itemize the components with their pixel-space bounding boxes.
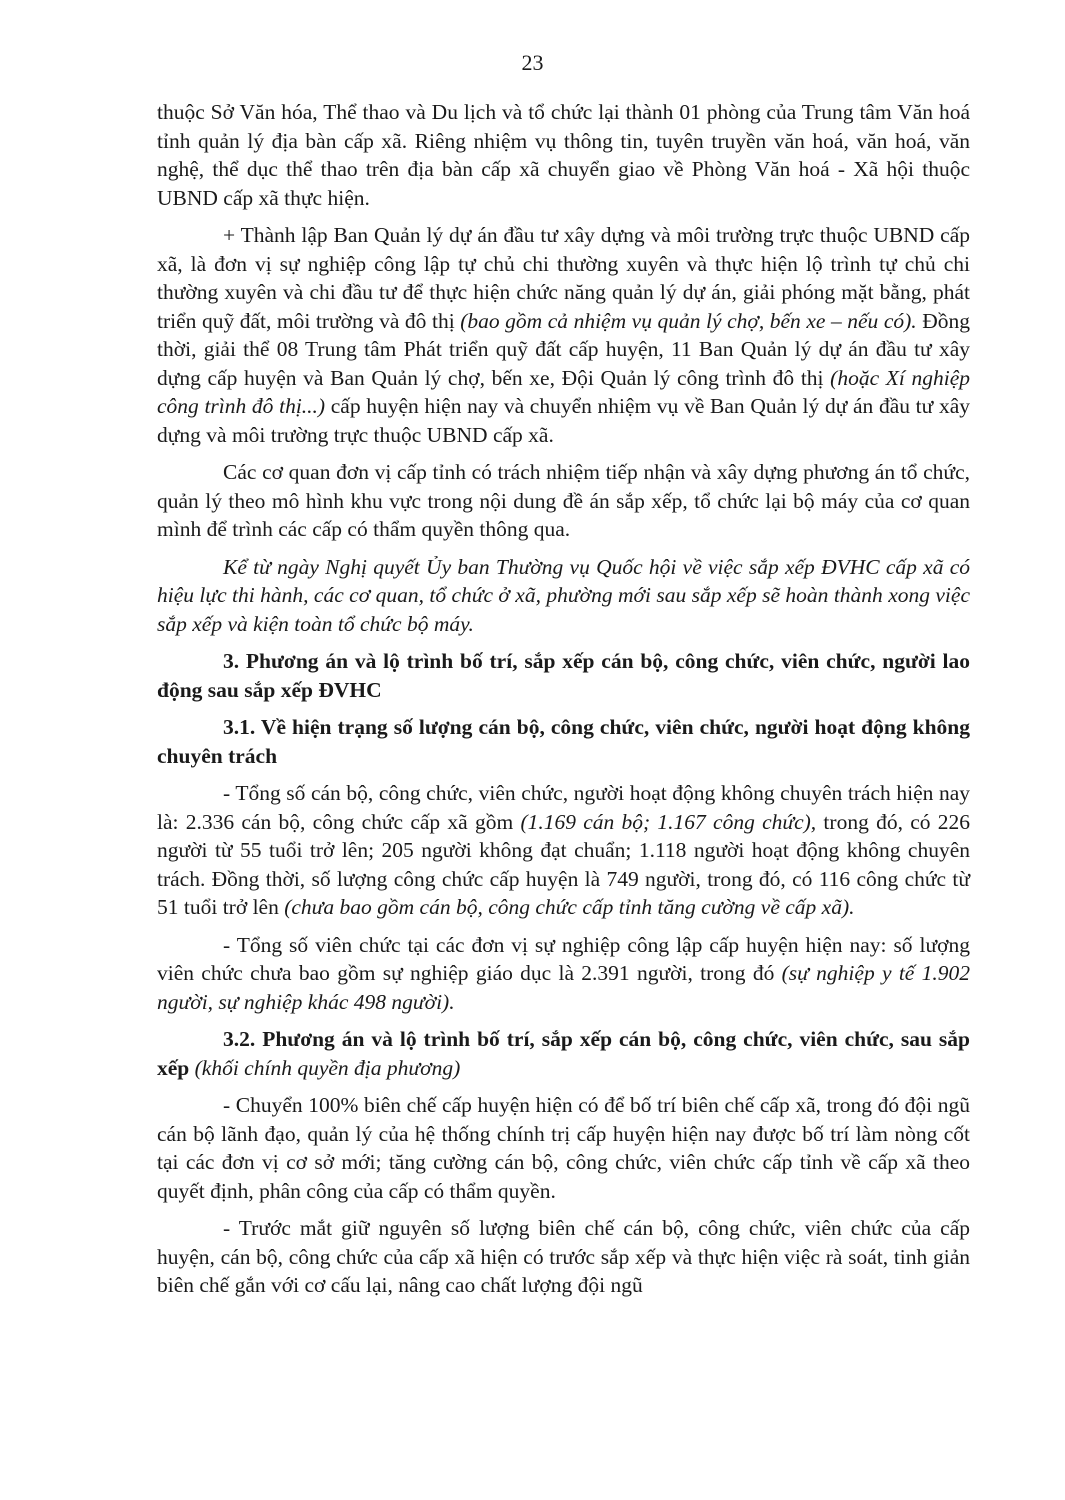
section-heading-3-1: 3.1. Về hiện trạng số lượng cán bộ, công chức, viên chức, người hoạt động không chuyên trách [157, 715, 970, 768]
italic-note: (1.169 cán bộ; 1.167 công chức), [520, 809, 817, 834]
paragraph-continuation: thuộc Sở Văn hóa, Thể thao và Du lịch và tổ chức lại thành 01 phòng của Trung tâm Văn hoá tỉnh quản lý địa bàn cấp xã. Riêng nhiệm vụ thông tin, tuyên truyền văn hoá, văn hoá, văn nghệ, thể dục thể thao trên địa bàn cấp xã chuyển giao về Phòng Văn hoá - Xã hội thuộc UBND cấp xã thực hiện. [157, 100, 970, 210]
paragraph-staff-count [157, 779, 970, 922]
section-heading-3: 3. Phương án và lộ trình bố trí, sắp xếp cán bộ, công chức, viên chức, người lao động sau sắp xếp ĐVHC [157, 649, 970, 702]
document-body [157, 98, 970, 1309]
text-run: trong đó, có 226 người từ 55 tuổi trở lên; 205 người không đạt chuẩn; 1.118 người hoạt động không chuyên trách. Đồng thời, số lượng công chức cấp huyện là 749 người, trong đó, có 116 công chức từ 51 tuổi trở lên [157, 809, 970, 919]
section-heading-3-2 [157, 1025, 970, 1082]
text-run: Đồng thời, giải thể 08 Trung tâm Phát triển quỹ đất cấp huyện, 11 Ban Quản lý dự án đầu tư xây dựng cấp huyện và Ban Quản lý chợ, bến xe, Đội Quản lý công trình đô thị [157, 308, 970, 390]
heading-text: 3.2. Phương án và lộ trình bố trí, sắp xếp cán bộ, công chức, viên chức, sau sắp xếp [157, 1027, 970, 1080]
italic-note: (hoặc Xí nghiệp công trình đô thị...) [157, 365, 970, 418]
paragraph-transfer-staff: - Chuyển 100% biên chế cấp huyện hiện có để bố trí biên chế cấp xã, trong đó đội ngũ cán bộ lãnh đạo, quản lý của hệ thống chính trị cấp huyện hiện nay được bố trí làm nòng cốt tại các đơn vị cơ sở mới; tăng cường cán bộ, công chức, viên chức cấp tỉnh về cấp xã theo quyết định, phân công của cấp có thẩm quyền. [157, 1093, 970, 1203]
text-run: + Thành lập Ban Quản lý dự án đầu tư xây dựng và môi trường trực thuộc UBND cấp xã, là đơn vị sự nghiệp công lập tự chủ chi thường xuyên và thực hiện lộ trình tự chủ chi thường xuyên và chi đầu tư để thực hiện chức năng quản lý dự án, giải phóng mặt bằng, phát triển quỹ đất, môi trường và đô thị [157, 223, 970, 333]
text-run: - Tổng số cán bộ, công chức, viên chức, người hoạt động không chuyên trách hiện nay là: 2.336 cán bộ, công chức cấp xã gồm [157, 781, 970, 834]
italic-note: (chưa bao gồm cán bộ, công chức cấp tỉnh tăng cường về cấp xã). [284, 895, 855, 919]
paragraph-keep-staff: - Trước mắt giữ nguyên số lượng biên chế cán bộ, công chức, viên chức của cấp huyện, cán bộ, công chức của cấp xã hiện có trước sắp xếp và thực hiện việc rà soát, tinh giản biên chế gắn với cơ cấu lại, nâng cao chất lượng đội ngũ [157, 1216, 970, 1297]
italic-note: (khối chính quyền địa phương) [194, 1055, 461, 1080]
text-run: cấp huyện hiện nay và chuyển nhiệm vụ về Ban Quản lý dự án đầu tư xây dựng và môi trường trực thuộc UBND cấp xã. [157, 394, 970, 447]
italic-note: (sự nghiệp y tế 1.902 người, sự nghiệp khác 498 người). [157, 961, 971, 1014]
paragraph-officials-count [157, 931, 970, 1017]
paragraph-project-management-board [157, 221, 970, 449]
paragraph-effective-date: Kể từ ngày Nghị quyết Ủy ban Thường vụ Quốc hội về việc sắp xếp ĐVHC cấp xã có hiệu lực thi hành, các cơ quan, tổ chức ở xã, phường mới sau sắp xếp sẽ hoàn thành xong việc sắp xếp và kiện toàn tổ chức bộ máy. [157, 554, 970, 636]
italic-note: (bao gồm cả nhiệm vụ quản lý chợ, bến xe – nếu có). [460, 308, 917, 333]
text-run: - Tổng số viên chức tại các đơn vị sự nghiệp công lập cấp huyện hiện nay: số lượng viên chức chưa bao gồm sự nghiệp giáo dục là 2.391 người, trong đó [157, 932, 970, 985]
page-number: 23 [521, 50, 544, 75]
paragraph-provincial-agencies: Các cơ quan đơn vị cấp tỉnh có trách nhiệm tiếp nhận và xây dựng phương án tổ chức, quản lý theo mô hình khu vực trong nội dung đề án sắp xếp, tổ chức lại bộ máy của cơ quan mình để trình các cấp có thẩm quyền thông qua. [157, 460, 970, 541]
